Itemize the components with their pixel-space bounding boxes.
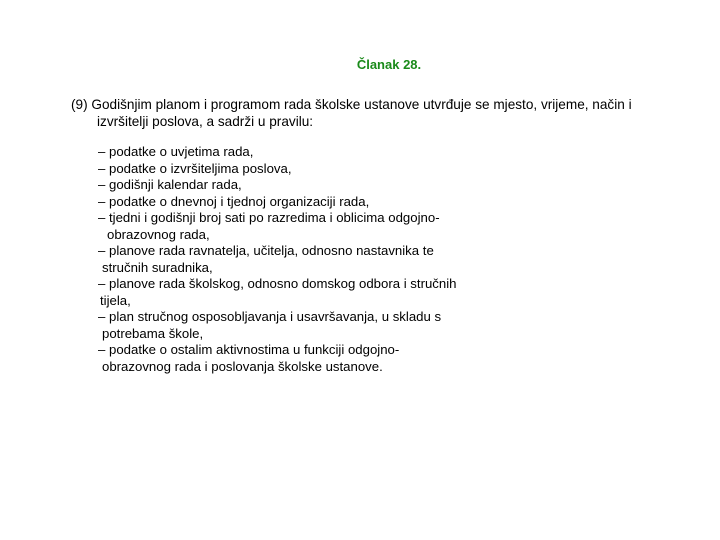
list-item	[98, 309, 538, 342]
content-list	[98, 144, 538, 375]
list-item	[98, 194, 538, 211]
list-item-continuation: tijela,	[100, 292, 131, 308]
list-item-text: – podatke o izvršiteljima poslova,	[98, 160, 292, 176]
list-item-continuation: obrazovnog rada i poslovanja školske ustanove.	[102, 358, 383, 374]
list-item-text: – godišnji kalendar rada,	[98, 177, 242, 192]
list-item-continuation: stručnih suradnika,	[102, 259, 213, 275]
article-title: Članak 28.	[356, 57, 422, 72]
list-item-text: – plan stručnog osposobljavanja i usavršavanja, u skladu s	[98, 309, 442, 324]
list-item	[98, 144, 538, 161]
list-item-text: – planove rada ravnatelja, učitelja, odnosno nastavnika te	[98, 243, 434, 258]
list-item	[98, 161, 538, 178]
list-item	[98, 243, 538, 276]
paragraph-9	[71, 96, 701, 130]
list-item-continuation: potrebama škole,	[102, 325, 204, 341]
list-item-text: – podatke o uvjetima rada,	[98, 144, 254, 159]
list-item	[98, 342, 538, 375]
paragraph-line-2: izvršitelji poslova, a sadrži u pravilu:	[97, 114, 314, 129]
list-item-continuation: obrazovnog rada,	[107, 226, 210, 242]
list-item	[98, 210, 538, 243]
list-item-text: – podatke o ostalim aktivnostima u funkciji odgojno-	[98, 342, 400, 357]
list-item-text: – planove rada školskog, odnosno domskog odbora i stručnih	[98, 276, 457, 291]
list-item-text: – podatke o dnevnoj i tjednoj organizaciji rada,	[98, 193, 370, 209]
list-item	[98, 177, 538, 194]
list-item	[98, 276, 538, 309]
paragraph-line-1: (9) Godišnjim planom i programom rada školske ustanove utvrđuje se mjesto, vrijeme, način i	[71, 97, 632, 112]
list-item-text: – tjedni i godišnji broj sati po razredima i oblicima odgojno-	[98, 210, 440, 225]
